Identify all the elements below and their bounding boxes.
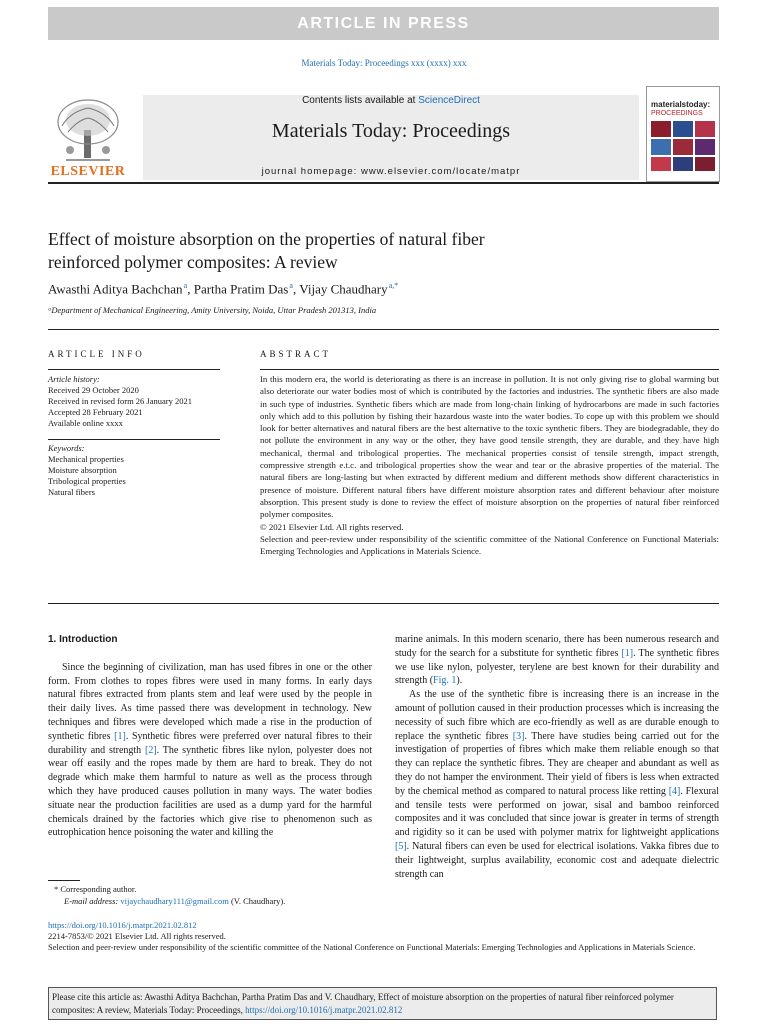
history-label: Article history: bbox=[48, 374, 100, 384]
issn-line: 2214-7853/© 2021 Elsevier Ltd. All rights reserved. bbox=[48, 931, 226, 941]
divider bbox=[48, 603, 719, 604]
cite-text: Please cite this article as: Awasthi Aditya Bachchan, Partha Pratim Das and V. Chaudhary, Effect of moisture absorption on the properties of natural fiber reinforced polymer composites: A review, Materials Today: Proceedings, bbox=[52, 992, 674, 1015]
citation-link[interactable]: [5] bbox=[395, 840, 407, 852]
doi-link[interactable]: https://doi.org/10.1016/j.matpr.2021.02.812 bbox=[48, 920, 197, 930]
divider bbox=[48, 329, 719, 330]
citation-link[interactable]: [2] bbox=[145, 744, 157, 756]
history-item: Accepted 28 February 2021 bbox=[48, 407, 143, 417]
keyword-item: Natural fibers bbox=[48, 487, 95, 497]
intro-paragraph: marine animals. In this modern scenario, there has been numerous research and study for the search for a substitute for synthetic fibres [1]. The synthetic fibres we use like nylon, polyester, terylene are best known for their durability and strength (Fig. 1). bbox=[395, 634, 719, 687]
intro-paragraph: Since the beginning of civilization, man has used fibres in one or the other form. From clothes to ropes fibres were used in many forms. In early days natural fibres extracted from plants stem and leaf were used by the people in their daily lives. As time passed there was development in technology. New techniques and fibres were developed which made a rise in the production of synthetic fibres [1]. Synthetic fibres were preferred over natural fibres to their durability and strength [2]. The synthetic fibres like nylon, polyester does not wear off easily and the ropes made by them are hard to break. They do not degrade which make them harmful to nature as well as the process through which they have produced causes pollution in many ways. The water bodies situate near the production facilities are used as a dump yard for the harmful chemicals drained by the factories which give rise to phenomenon such as eutrophication hence poisoning the water and killing the bbox=[48, 661, 372, 839]
elsevier-wordmark: ELSEVIER bbox=[50, 164, 126, 179]
intro-left-column bbox=[48, 633, 372, 840]
journal-title: Materials Today: Proceedings bbox=[271, 120, 511, 142]
journal-cover-thumbnail[interactable] bbox=[646, 86, 720, 182]
article-title-line-2: reinforced polymer composites: A review bbox=[48, 252, 338, 272]
citation-link[interactable]: [3] bbox=[512, 730, 525, 742]
keywords-block bbox=[48, 443, 126, 498]
section-heading-introduction: 1. Introduction bbox=[48, 634, 118, 645]
email-link[interactable]: vijaychaudhary111@gmail.com bbox=[120, 896, 229, 906]
cite-doi-link[interactable]: https://doi.org/10.1016/j.matpr.2021.02.812 bbox=[245, 1005, 403, 1015]
keyword-item: Tribological properties bbox=[48, 476, 126, 486]
citation-link[interactable]: [1] bbox=[621, 647, 634, 659]
journal-reference-link[interactable]: Materials Today: Proceedings xxx (xxxx) xxx bbox=[301, 58, 467, 68]
author-name[interactable]: Awasthi Aditya Bachchan bbox=[48, 281, 183, 297]
peer-review-line: Selection and peer-review under responsibility of the scientific committee of the National Conference on Functional Materials: Emerging Technologies and Applications in Materials Science. bbox=[48, 942, 696, 952]
author-name[interactable]: Vijay Chaudhary bbox=[299, 281, 388, 297]
divider bbox=[260, 369, 719, 370]
abstract-body bbox=[260, 373, 719, 557]
cite-this-article-box bbox=[48, 987, 717, 1020]
intro-right-column bbox=[395, 633, 719, 881]
author-affiliation: ᵃDepartment of Mechanical Engineering, Amity University, Noida, Uttar Pradesh 201313, India bbox=[48, 305, 377, 315]
article-history bbox=[48, 374, 192, 429]
author-name[interactable]: Partha Pratim Das bbox=[193, 281, 289, 297]
header-rule bbox=[48, 182, 719, 184]
author-affiliation-mark[interactable]: a bbox=[183, 281, 188, 290]
journal-cover-image-icon bbox=[647, 87, 719, 181]
article-title bbox=[48, 228, 668, 274]
history-item: Received in revised form 26 January 2021 bbox=[48, 396, 192, 406]
citation-link[interactable]: [4] bbox=[668, 785, 681, 797]
figure-link[interactable]: Fig. 1 bbox=[433, 675, 457, 687]
intro-paragraph: As the use of the synthetic fibre is increasing there is an increase in the amount of pollution caused in their production processes which is increasing the necessity of such fibre which are eco-friendly as well as are durable enough to replace the synthetic fibres [3]. There have studies being carried out for the investigation of properties of fibres which make them reliable enough so that they can replace the synthetic fibres. They are cheaper and abundant as well as they do not hamper the environment. Their yield of fibers is less when extracted by the chemical method as compared to natural process like retting [4]. Flexural and tensile tests were performed on jowar, sisal and bamboo reinforced composites and it was concluded that since jowar is greater in terms of strength and rigidity so it can be used with polymer matrix for lightweight applications [5]. Natural fibers can even be used for electrical isolations. Vakka fibres due to their lightweight, surplus availability, economic cost and adequate dielectric strength can bbox=[395, 689, 720, 880]
email-note bbox=[64, 896, 285, 907]
abstract-text: In this modern era, the world is deteriorating as there is an increase in pollution. It is not only giving rise to global warming but also deteriorate our water bodies most of which is contributed by the factories and industries. The synthetic fibers are also made in such type of industries. Synthetic fibers which are made from long-chain linking of hydrocarbons are made in such factories only which add to this pollution by fishing their hazardous waste into the water bodies. To cope up with this problem we should look for better alternatives and natural fibers are the best alternative to the toxic synthetic fibers. They are biodegradable, they do not pollute the environment in any way or the other, they have good tensile strength, they are durable, and they have high mechanical, thermal and tribological properties. The mechanical properties consist of tensile strength, impact strength, compressive strength e.t.c. and tribological properties show the wear and tear or the abrasive properties of the material. The natural fibers are long-lasting but when extracted by different medium and different methods show different characteristics in presence of moisture. Different natural fibers have different moisture absorption rates and different behaviour after moisture absorption. This present study is done to review the effect of moisture absorption on the properties of natural fiber reinforced polymer composites. bbox=[260, 374, 719, 520]
author-list: Awasthi Aditya Bachchan $^a$, Partha Pratim Das $^a$, Vijay Chaudhary $^{a,*}$ bbox=[48, 281, 399, 297]
journal-homepage[interactable]: journal homepage: www.elsevier.com/locate/matpr bbox=[261, 166, 521, 177]
doi-block bbox=[48, 920, 719, 953]
divider bbox=[48, 439, 220, 440]
abstract-copyright: © 2021 Elsevier Ltd. All rights reserved. bbox=[260, 521, 404, 532]
sciencedirect-link[interactable]: ScienceDirect bbox=[418, 95, 480, 106]
author-affiliation-mark[interactable]: a,* bbox=[388, 281, 399, 290]
divider bbox=[48, 369, 220, 370]
abstract-peer-review: Selection and peer-review under responsibility of the scientific committee of the National Conference on Functional Materials: Emerging Technologies and Applications in Materials Science. bbox=[260, 533, 719, 557]
author-affiliation-mark[interactable]: a bbox=[289, 281, 293, 290]
email-label: E-mail address: bbox=[64, 896, 121, 906]
abstract-heading: ABSTRACT bbox=[260, 349, 332, 359]
email-suffix: (V. Chaudhary). bbox=[228, 896, 286, 906]
contents-prefix: Contents lists available at bbox=[302, 95, 419, 106]
citation-link[interactable]: [1] bbox=[114, 730, 126, 742]
article-in-press-banner: ARTICLE IN PRESS bbox=[48, 7, 719, 40]
keyword-item: Moisture absorption bbox=[48, 465, 117, 475]
history-item: Available online xxxx bbox=[48, 418, 123, 428]
article-title-line-1: Effect of moisture absorption on the properties of natural fiber bbox=[48, 229, 485, 249]
keyword-item: Mechanical properties bbox=[48, 454, 124, 464]
keywords-label: Keywords: bbox=[48, 443, 85, 453]
contents-line bbox=[143, 95, 639, 106]
history-item: Received 29 October 2020 bbox=[48, 385, 139, 395]
corresponding-author-note: * Corresponding author. bbox=[54, 884, 137, 894]
svg-text:PROCEEDINGS: PROCEEDINGS bbox=[651, 110, 703, 117]
svg-text:materialstoday:: materialstoday: bbox=[651, 100, 711, 109]
article-info-heading: ARTICLE INFO bbox=[48, 349, 145, 359]
footnote-rule bbox=[48, 880, 80, 881]
